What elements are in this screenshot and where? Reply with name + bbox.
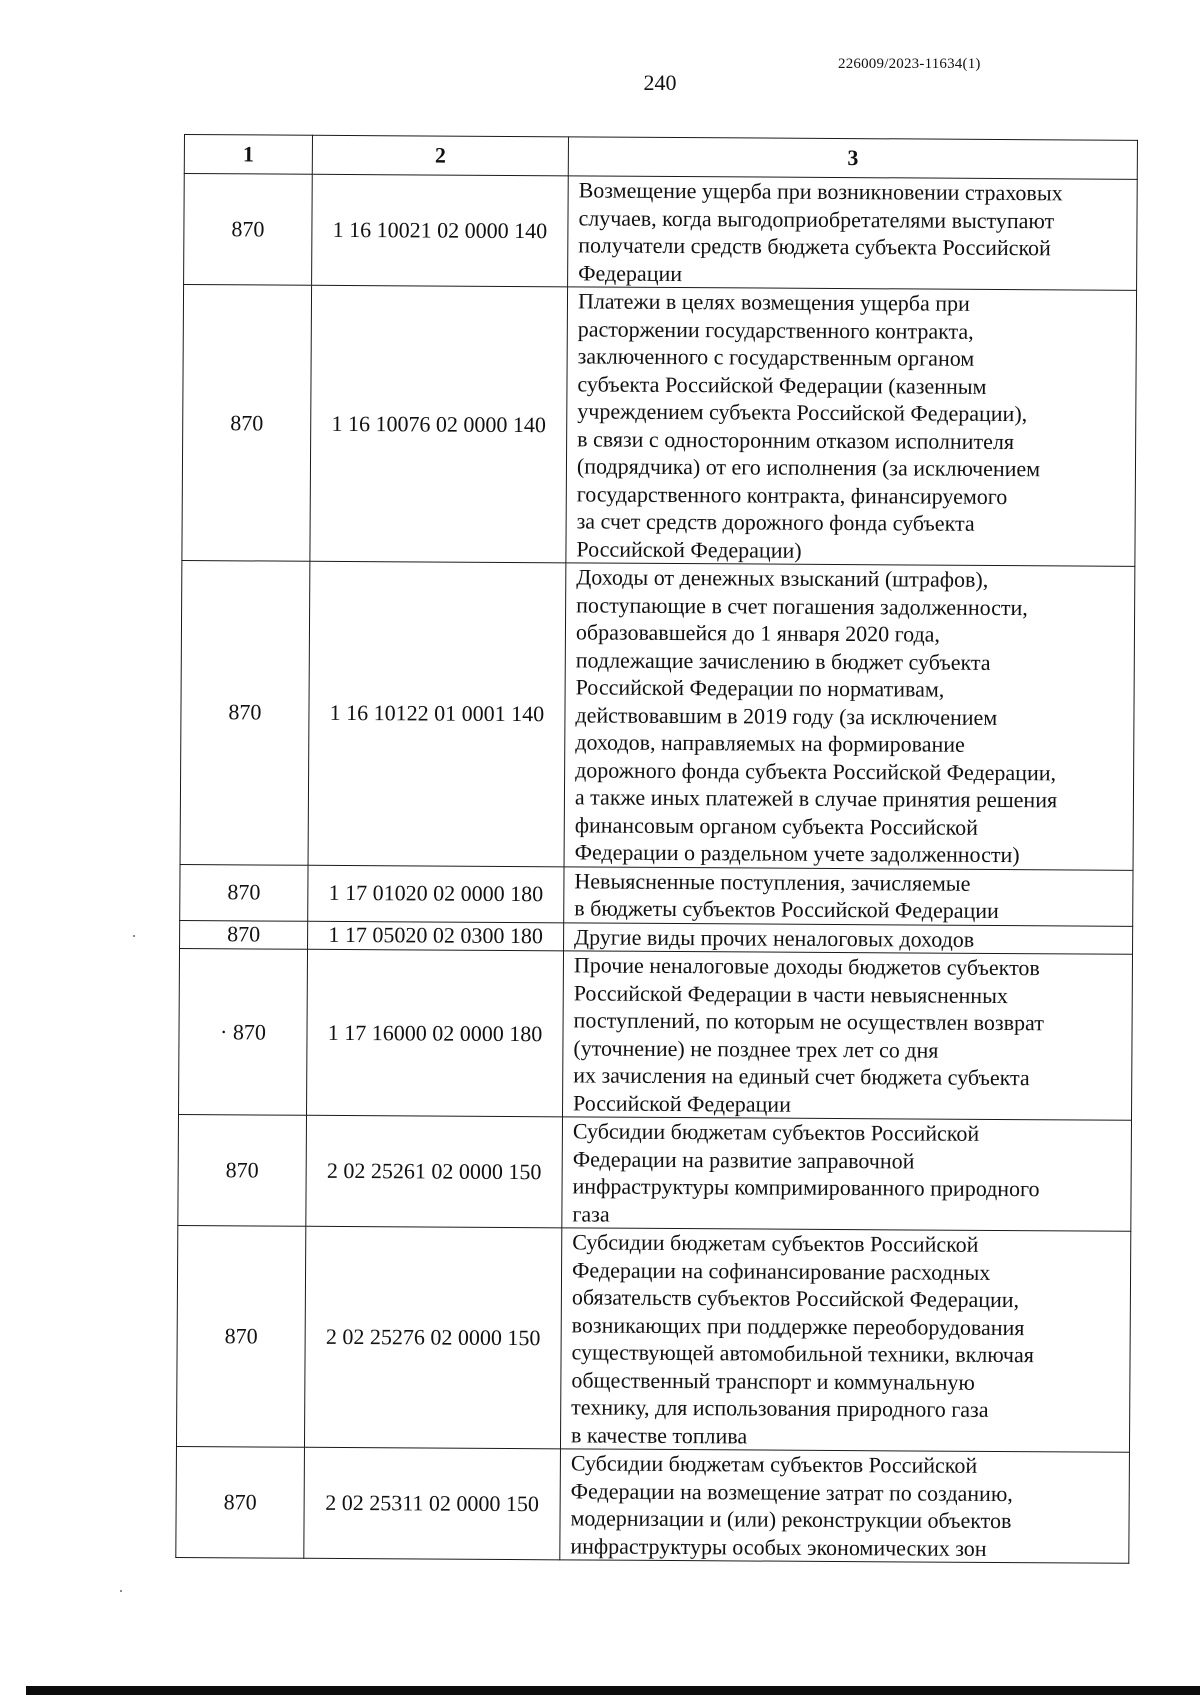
description-cell: Возмещение ущерба при возникновении страховых случаев, когда выгодоприобретателями выступают получатели средств бюджета субъекта Российской Федерации <box>568 176 1138 290</box>
table-row <box>178 1114 1132 1231</box>
scan-speck <box>120 1590 122 1592</box>
table-header <box>184 135 1137 180</box>
column-header-1: 1 <box>184 135 312 175</box>
column-header-3: 3 <box>568 137 1137 179</box>
description-cell: Субсидии бюджетам субъектов Российской Федерации на софинансирование расходных обязательств субъектов Российской Федерации, возникающих при поддержке переоборудования существующей автомобильной техники, включая общественный транспорт и коммунальную технику, для использования природного газа в качестве топлива <box>560 1228 1130 1452</box>
admin-code-cell: 870 <box>176 1225 305 1447</box>
table-header-row <box>184 135 1137 180</box>
scan-edge-bar <box>26 1686 1200 1695</box>
income-code-cell: 2 02 25276 02 0000 150 <box>304 1226 561 1449</box>
income-code-cell: 1 17 01020 02 0000 180 <box>308 865 564 923</box>
income-code-cell: 2 02 25261 02 0000 150 <box>306 1115 563 1228</box>
table-row <box>179 948 1133 1120</box>
admin-code-cell: 870 <box>180 864 308 921</box>
description-cell: Субсидии бюджетам субъектов Российской Федерации на развитие заправочной инфраструктуры компримированного природного газа <box>562 1117 1132 1231</box>
budget-classification-table <box>175 134 1138 1564</box>
admin-code-cell: 870 <box>184 174 313 286</box>
description-cell: Другие виды прочих неналоговых доходов <box>564 922 1133 954</box>
description-cell: Прочие неналоговые доходы бюджетов субъектов Российской Федерации в части невыясненных поступлений, по которым не осуществлен возврат (уточнение) не позднее трех лет со дня их зачисления на единый счет бюджета субъекта Российской Федерации <box>563 951 1133 1120</box>
table-row <box>184 174 1138 291</box>
income-code-cell: 1 16 10076 02 0000 140 <box>310 285 568 563</box>
income-code-cell: 1 16 10122 01 0001 140 <box>308 561 566 866</box>
description-cell: Платежи в целях возмещения ущерба при расторжении государственного контракта, заключенного с государственным органом субъекта Российской Федерации (казенным учреждением субъекта Российской Федерации), в связи с односторонним отказом исполнителя (подрядчика) от его исполнения (за исключением государственного контракта, финансируемого за счет средств дорожного фонда субъекта Российской Федерации) <box>566 287 1137 566</box>
description-cell: Доходы от денежных взысканий (штрафов), поступающие в счет погашения задолженности, образовавшейся до 1 января 2020 года, подлежащие зачислению в бюджет субъекта Российской Федерации по нормативам, действовавшим в 2019 году (за исключением доходов, направляемых на формирование дорожного фонда субъекта Российской Федерации, а также иных платежей в случае принятия решения финансовым органом субъекта Российской Федерации о раздельном учете задолженности) <box>564 563 1135 870</box>
admin-code-cell: 870 <box>180 560 310 864</box>
table-body <box>176 174 1137 1564</box>
description-cell: Субсидии бюджетам субъектов Российской Федерации на возмещение затрат по созданию, модернизации и (или) реконструкции объектов инфраструктуры особых экономических зон <box>560 1449 1130 1563</box>
admin-code-cell: · 870 <box>179 948 308 1115</box>
description-cell: Невыясненные поступления, зачисляемые в бюджеты субъектов Российской Федерации <box>564 866 1133 925</box>
table-row <box>182 285 1137 567</box>
income-code-cell: 1 16 10021 02 0000 140 <box>312 174 569 287</box>
income-code-cell: 1 17 05020 02 0300 180 <box>308 921 564 951</box>
column-header-2: 2 <box>312 135 568 176</box>
admin-code-cell: 870 <box>180 920 308 949</box>
admin-code-cell: 870 <box>182 285 312 562</box>
table-row <box>176 1225 1130 1452</box>
income-code-cell: 1 17 16000 02 0000 180 <box>307 949 564 1117</box>
admin-code-cell: 870 <box>176 1446 305 1558</box>
document-id: 226009/2023-11634(1) <box>838 56 981 72</box>
income-code-cell: 2 02 25311 02 0000 150 <box>304 1447 561 1560</box>
scan-speck <box>133 935 135 937</box>
admin-code-cell: 870 <box>178 1114 307 1226</box>
table-row <box>176 1446 1130 1563</box>
table-row <box>180 864 1133 926</box>
table-row <box>180 560 1135 869</box>
page-number: 240 <box>643 70 677 95</box>
